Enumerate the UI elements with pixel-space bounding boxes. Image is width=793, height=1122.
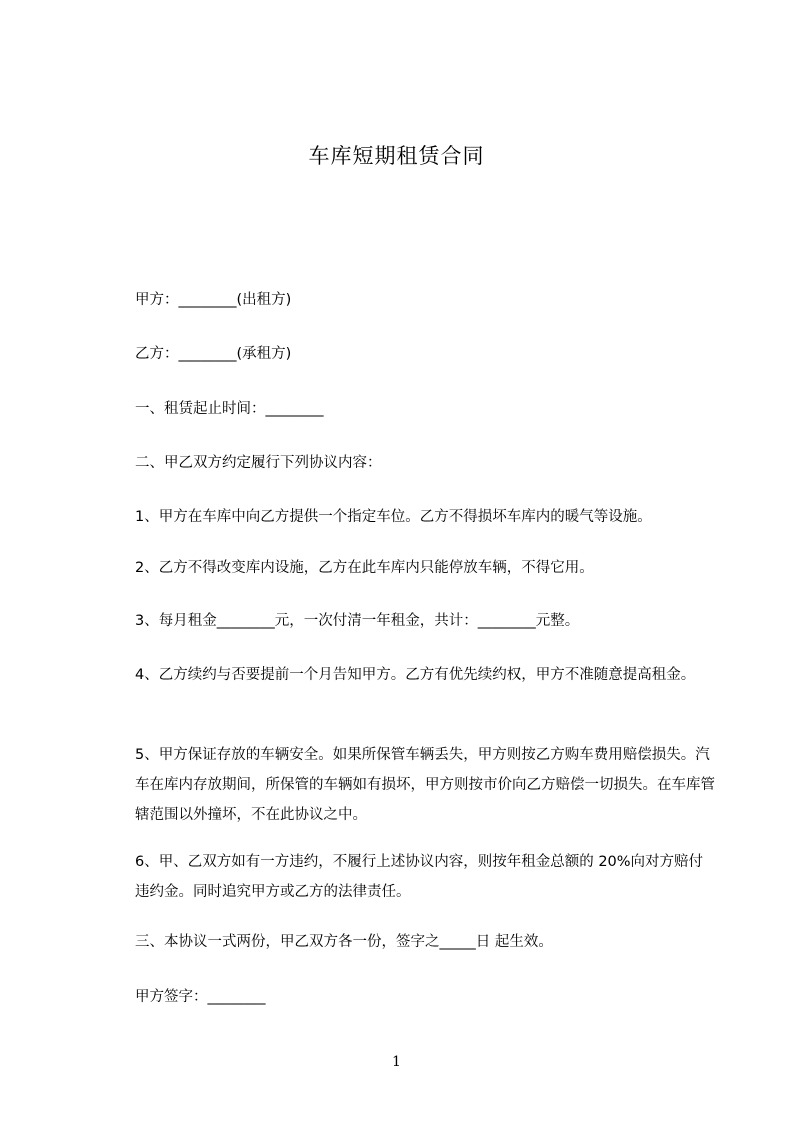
clause-lease-period: 一、租赁起止时间：________ [135, 401, 324, 417]
agreement-item-2: 2、乙方不得改变库内设施，乙方在此车库内只能停放车辆，不得它用。 [135, 560, 594, 576]
agreement-item-6: 6、甲、乙双方如有一方违约，不履行上述协议内容，则按年租金总额的 20%向对方赔付违约金。同时追究甲方或乙方的法律责任。 [135, 854, 704, 900]
agreement-item-4: 4、乙方续约与否要提前一个月告知甲方。乙方有优先续约权，甲方不准随意提高租金。 [135, 667, 696, 683]
party-b-line: 乙方：________(承租方) [135, 346, 292, 362]
agreement-item-3: 3、每月租金________元，一次付清一年租金，共计：________元整。 [135, 613, 580, 629]
party-a-signature: 甲方签字：________ [135, 989, 266, 1005]
agreement-item-1: 1、甲方在车库中向乙方提供一个指定车位。乙方不得损坏车库内的暖气等设施。 [135, 509, 652, 525]
party-a-line: 甲方：________(出租方) [135, 292, 292, 308]
clause-effective: 三、本协议一式两份，甲乙双方各一份，签字之_____日 起生效。 [135, 934, 553, 950]
page-number: 1 [392, 1054, 401, 1070]
clause-agreement-heading: 二、甲乙双方约定履行下列协议内容： [135, 455, 382, 471]
agreement-item-5: 5、甲方保证存放的车辆安全。如果所保管车辆丢失，甲方则按乙方购车费用赔偿损失。汽车在库内存放期间，所保管的车辆如有损坏，甲方则按市价向乙方赔偿一切损失。在车库管辖范围以外撞坏，不在此协议之中。 [135, 747, 715, 823]
document-title: 车库短期租赁合同 [308, 144, 485, 168]
